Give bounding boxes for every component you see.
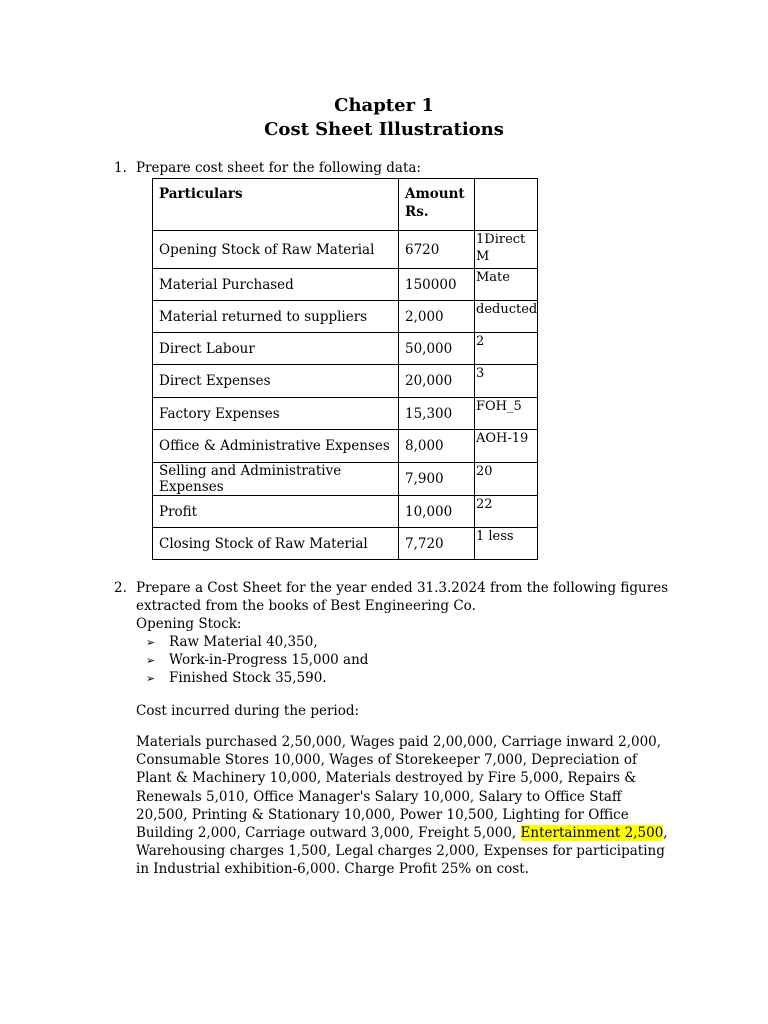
particular-cell: Profit: [153, 496, 399, 528]
table-row: [153, 301, 538, 333]
bullet-arrow-icon: ➢: [146, 636, 156, 649]
particular-cell: Factory Expenses: [153, 398, 399, 430]
particular-cell: Direct Labour: [153, 333, 399, 365]
cost-data-table: [152, 178, 538, 560]
table-row: [153, 528, 538, 560]
note-cell: Mate: [475, 269, 538, 301]
amount-cell: 15,300: [399, 398, 475, 430]
chapter-heading: Chapter 1: [334, 95, 434, 116]
note-cell: 22: [475, 496, 538, 528]
particular-cell: Selling and Administrative Expenses: [153, 463, 399, 496]
amount-cell: 10,000: [399, 496, 475, 528]
particular-cell: Material Purchased: [153, 269, 399, 301]
amount-cell: 50,000: [399, 333, 475, 365]
question-1-prompt: Prepare cost sheet for the following data:: [136, 160, 421, 176]
highlighted-entertainment: Entertainment 2,500: [520, 825, 664, 842]
amount-cell: 8,000: [399, 430, 475, 463]
question-number-1: 1.: [114, 160, 127, 176]
note-cell: FOH_5: [475, 398, 538, 430]
amount-cell: 6720: [399, 231, 475, 269]
note-cell: 3: [475, 365, 538, 398]
question-number-2: 2.: [114, 580, 127, 596]
note-cell: 1 less: [475, 528, 538, 560]
header-amount: Amount Rs.: [399, 179, 475, 231]
particular-cell: Closing Stock of Raw Material: [153, 528, 399, 560]
bullet-arrow-icon: ➢: [146, 672, 156, 685]
table-header-row: [153, 179, 538, 231]
bullet-item: Raw Material 40,350,: [169, 634, 318, 650]
question-2-line-1: Prepare a Cost Sheet for the year ended 31.3.2024 from the following figures: [136, 580, 669, 596]
cost-items-paragraph: [136, 733, 676, 879]
note-cell: 20: [475, 463, 538, 496]
table-row: [153, 269, 538, 301]
table-row: [153, 430, 538, 463]
bullet-arrow-icon: ➢: [146, 654, 156, 667]
paragraph-text: , Warehousing charges 1,500, Legal charges 2,000, Expenses for participating in Industrial exhibition-6,000. Charge Profit 25% on cost.: [136, 825, 668, 878]
note-cell: deducted: [475, 301, 538, 333]
question-2-line-2: extracted from the books of Best Engineering Co.: [136, 598, 476, 614]
header-particulars: Particulars: [153, 179, 399, 231]
particular-cell: Direct Expenses: [153, 365, 399, 398]
particular-cell: Material returned to suppliers: [153, 301, 399, 333]
page-title: Cost Sheet Illustrations: [264, 119, 504, 140]
amount-cell: 150000: [399, 269, 475, 301]
opening-stock-label: Opening Stock:: [136, 616, 242, 632]
table-row: [153, 463, 538, 496]
particular-cell: Office & Administrative Expenses: [153, 430, 399, 463]
amount-cell: 2,000: [399, 301, 475, 333]
header-note: [475, 179, 538, 231]
bullet-item: Finished Stock 35,590.: [169, 670, 327, 686]
particular-cell: Opening Stock of Raw Material: [153, 231, 399, 269]
amount-cell: 20,000: [399, 365, 475, 398]
cost-incurred-label: Cost incurred during the period:: [136, 703, 360, 719]
note-cell: 2: [475, 333, 538, 365]
table-row: [153, 496, 538, 528]
table-row: [153, 231, 538, 269]
note-cell: AOH-19: [475, 430, 538, 463]
note-cell: 1Direct M: [475, 231, 538, 269]
bullet-item: Work-in-Progress 15,000 and: [169, 652, 369, 668]
table-row: [153, 365, 538, 398]
amount-cell: 7,900: [399, 463, 475, 496]
table-row: [153, 333, 538, 365]
table-row: [153, 398, 538, 430]
amount-cell: 7,720: [399, 528, 475, 560]
paragraph-text: Materials purchased 2,50,000, Wages paid 2,00,000, Carriage inward 2,000, Consumable Stores 10,000, Wages of Storekeeper 7,000, Depreciation of Plant & Machinery 10,000, Materials destroyed by Fire 5,000, Repairs & Renewals 5,010, Office Manager's Salary 10,000, Salary to Office Staff 20,500, Printing & Stationary 10,000, Power 10,500, Lighting for Office Building 2,000, Carriage outward 3,000, Freight 5,000,: [136, 734, 662, 842]
